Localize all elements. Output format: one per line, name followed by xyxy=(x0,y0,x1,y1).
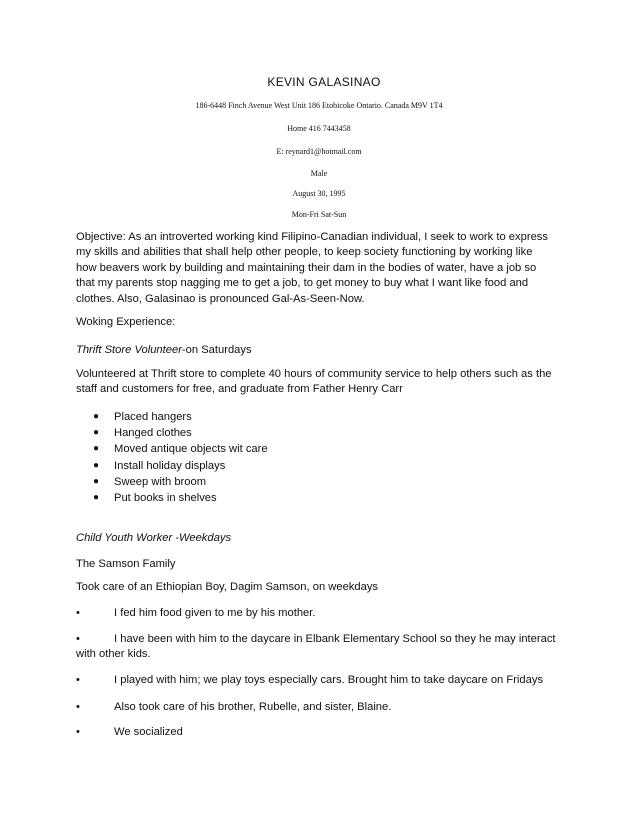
address-line: 186-6448 Finch Avenue West Unit 186 Etobicoke Ontario. Canada M9V 1T4 xyxy=(195,101,443,110)
list-item-text: Moved antique objects wit care xyxy=(114,443,268,456)
job2-point xyxy=(76,606,556,621)
job2-point-text: I played with him; we play toys especially cars. Brought him to take daycare on Fridays xyxy=(114,674,544,686)
resume-name: KEVIN GALASINAO xyxy=(267,75,381,89)
job2-employer: The Samson Family xyxy=(76,558,176,570)
list-item xyxy=(76,458,268,474)
job1-description: Volunteered at Thrift store to complete 40 hours of community service to help others such as the staff and customers for free, and graduate from Father Henry Carr xyxy=(76,368,552,396)
job2-point xyxy=(76,700,556,715)
job1-title: Thrift Store Volunteer xyxy=(76,344,182,356)
bullet-icon: • xyxy=(76,701,80,713)
list-item xyxy=(76,474,268,490)
bullet-icon: ● xyxy=(93,492,100,504)
job2-point-text: We socialized xyxy=(114,726,183,738)
list-item-text: Sweep with broom xyxy=(114,475,207,488)
bullet-icon: ● xyxy=(93,443,100,455)
job2-summary: Took care of an Ethiopian Boy, Dagim Samson, on weekdays xyxy=(76,581,379,593)
working-experience-heading: Woking Experience: xyxy=(76,316,176,328)
bullet-icon: ● xyxy=(93,427,100,439)
list-item-text: Install holiday displays xyxy=(114,459,226,472)
job2-point xyxy=(76,673,556,688)
job2-heading: Child Youth Worker -Weekdays xyxy=(76,532,232,544)
job1-task-list xyxy=(76,409,268,506)
bullet-icon: • xyxy=(76,674,80,686)
list-item xyxy=(76,409,268,425)
list-item-text: Put books in shelves xyxy=(114,492,217,505)
job2-point-text: Also took care of his brother, Rubelle, and sister, Blaine. xyxy=(114,701,392,713)
availability-line: Mon-Fri Sat-Sun xyxy=(291,210,347,219)
list-item xyxy=(76,425,268,441)
birthdate-line: August 30, 1995 xyxy=(292,189,346,198)
list-item-text: Placed hangers xyxy=(114,411,192,423)
list-item xyxy=(76,441,268,457)
job2-point xyxy=(76,725,556,740)
job2-point-text: I fed him food given to me by his mother. xyxy=(114,607,316,619)
job1-heading xyxy=(76,343,556,358)
job2-point xyxy=(76,632,556,663)
objective-paragraph: Objective: As an introverted working kind Filipino-Canadian individual, I seek to work to express my skills and abilities that shall help other people, to keep society functioning by working like how beavers work by building and maintaining their dam in the bodies of water, have a job so that my parents stop nagging me to get a job, to get money to buy what I want like food and clothes. Also, Galasinao is pronounced Gal-As-Seen-Now. xyxy=(76,231,548,305)
list-item-text: Hanged clothes xyxy=(114,427,192,440)
bullet-icon: ● xyxy=(93,459,100,471)
bullet-icon: • xyxy=(76,633,80,645)
job2-point-text: I have been with him to the daycare in Elbank Elementary School so they he may interact with other kids. xyxy=(76,633,556,661)
bullet-icon: ● xyxy=(93,411,100,422)
phone-line: Home 416 7443458 xyxy=(287,124,351,133)
list-item xyxy=(76,490,268,506)
bullet-icon: • xyxy=(76,607,80,619)
bullet-icon: • xyxy=(76,726,80,738)
gender-line: Male xyxy=(310,169,328,178)
bullet-icon: ● xyxy=(93,475,100,487)
email-line: E: reynard1@hotmail.com xyxy=(276,147,362,156)
job1-schedule: -on Saturdays xyxy=(181,344,252,356)
